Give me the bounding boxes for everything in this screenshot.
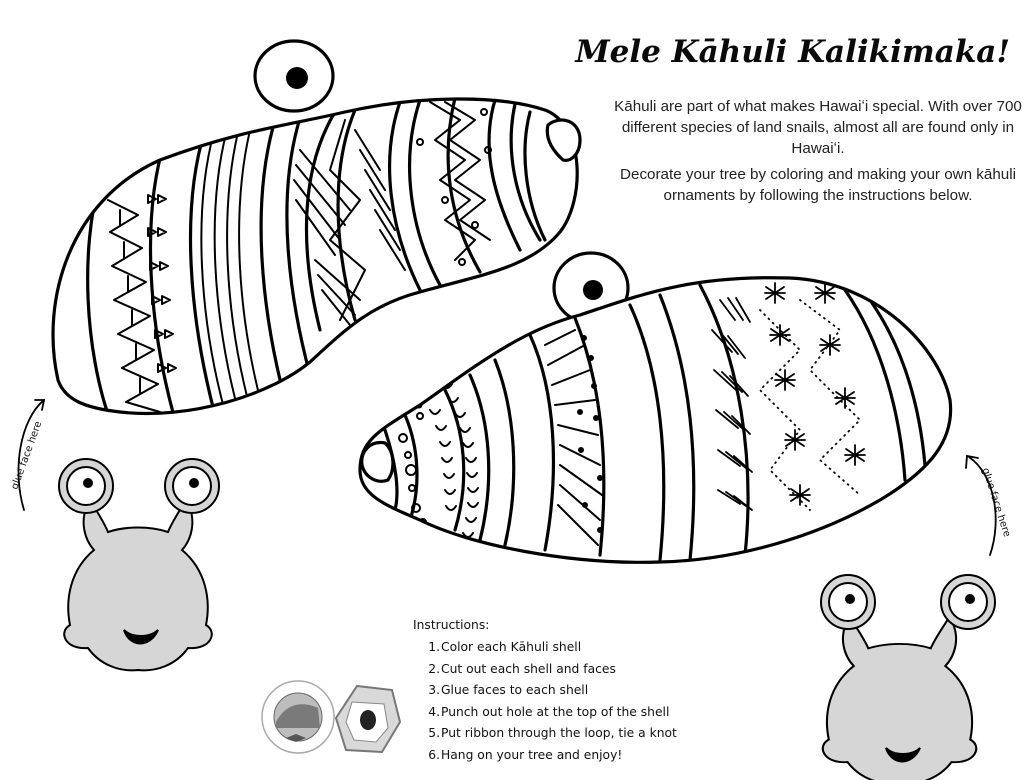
glue-face-here-label-right: glue face here [979, 466, 1013, 539]
intro-text [612, 96, 1024, 211]
page-title: Mele Kāhuli Kalikimaka! [575, 34, 1010, 70]
instruction-step: 2. Cut out each shell and faces [428, 661, 616, 676]
instruction-step: 3. Glue faces to each shell [428, 683, 589, 698]
pupil-right [189, 478, 199, 488]
instruction-step: 6. Hang on your tree and enjoy! [428, 747, 623, 762]
instructions-heading: Instructions: [413, 618, 490, 632]
instructions [413, 618, 733, 767]
instruction-step: 5. Put ribbon through the loop, tie a knot [428, 726, 677, 741]
ornament-loop-top [255, 41, 333, 111]
intro-paragraph-2: Decorate your tree by coloring and making your own kāhuli ornaments by following the instructions below. [620, 166, 1016, 204]
intro-paragraph-1: Kāhuli are part of what makes Hawaiʻi special. With over 700 different species of land snails, almost all are found only in Hawaiʻi. [614, 98, 1022, 157]
instruction-step: 4. Punch out hole at the top of the shell [428, 704, 670, 719]
instructions-list [413, 637, 733, 767]
glue-face-here-label-left: glue face here [9, 419, 45, 492]
pupil-left [83, 478, 93, 488]
snail-face-left [59, 459, 219, 670]
dlnr-logo [262, 681, 334, 753]
instruction-step: 1. Color each Kāhuli shell [428, 640, 582, 654]
dofaw-logo [336, 686, 400, 752]
snail-face-right [821, 575, 995, 780]
